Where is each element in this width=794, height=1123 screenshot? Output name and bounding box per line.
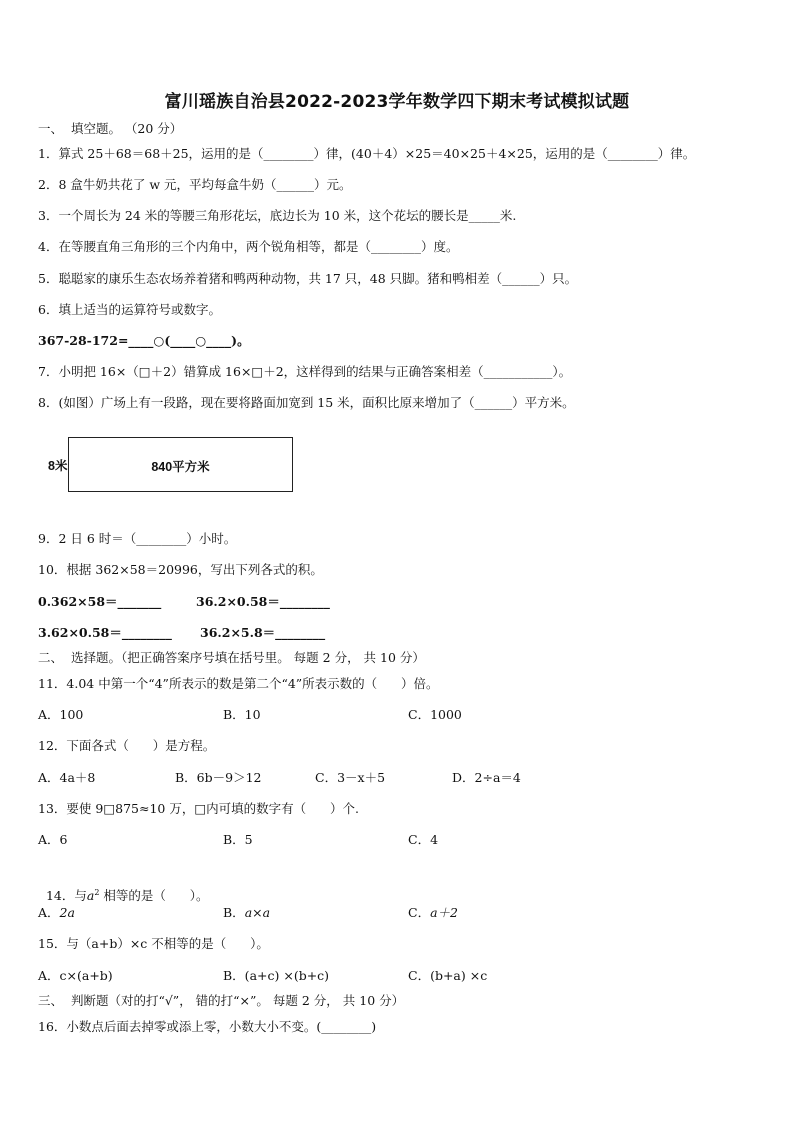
question-13-option-b: B．5: [223, 832, 253, 847]
question-11: 11．4.04 中第一个“4”所表示的数是第二个“4”所表示数的（ ）倍。: [38, 676, 439, 691]
question-10-c: 3.62×0.58＝________: [38, 625, 172, 640]
section-heading-true-false: 三、 判断题（对的打“√”， 错的打“×”。 每题 2 分， 共 10 分）: [38, 993, 405, 1008]
question-12: 12．下面各式（ ）是方程。: [38, 738, 216, 753]
question-15-option-b: B．(a+c) ×(b+c): [223, 968, 330, 983]
question-8: 8．(如图）广场上有一段路，现在要将路面加宽到 15 米，面积比原来增加了（______）平方米。: [38, 395, 575, 410]
question-12-option-a: A．4a＋8: [38, 770, 96, 785]
question-5: 5．聪聪家的康乐生态农场养着猪和鸭两种动物，共 17 只，48 只脚。猪和鸭相差（______）只。: [38, 271, 578, 286]
question-14-option-c-expr: a＋2: [430, 905, 458, 920]
question-10-d: 36.2×5.8＝________: [200, 625, 326, 640]
question-14-prefix: 14．与: [45, 888, 87, 904]
question-12-option-d: D．2÷a＝4: [452, 770, 521, 785]
question-14-option-b-expr: a×a: [244, 905, 271, 920]
question-14-option-a-label: A．: [38, 905, 60, 920]
question-14-option-b: [223, 905, 270, 921]
question-14-suffix: 相等的是（ ）。: [99, 888, 209, 904]
question-15: 15．与（a+b）×c 不相等的是（ ）。: [38, 936, 269, 951]
question-14-variable: a: [86, 888, 95, 904]
question-14-option-a-expr: 2a: [59, 905, 75, 920]
question-10-a: 0.362×58＝_______: [38, 594, 162, 609]
page-title: 富川瑶族自治县2022-2023学年数学四下期末考试模拟试题: [164, 92, 630, 112]
question-7: 7．小明把 16×（□＋2）错算成 16×□＋2，这样得到的结果与正确答案相差（___________）。: [38, 364, 572, 379]
question-14-option-b-label: B．: [223, 905, 245, 920]
figure-area-label: 840平方米: [151, 460, 210, 474]
question-12-option-c: C．3－x＋5: [315, 770, 386, 785]
section-heading-fill-in: 一、 填空题。 （20 分）: [38, 121, 183, 136]
question-6: 6．填上适当的运算符号或数字。: [38, 302, 221, 317]
question-16: 16．小数点后面去掉零或添上零，小数大小不变。(________): [38, 1019, 377, 1034]
question-13-option-c: C．4: [408, 832, 439, 847]
question-3: 3．一个周长为 24 米的等腰三角形花坛，底边长为 10 米，这个花坛的腰长是_____米.: [38, 208, 517, 223]
question-10: 10．根据 362×58＝20996，写出下列各式的积。: [38, 562, 323, 577]
question-2: 2．8 盒牛奶共花了 w 元，平均每盒牛奶（______）元。: [38, 177, 352, 192]
question-14-option-c: [408, 905, 458, 921]
section-heading-choice: 二、 选择题。（把正确答案序号填在括号里。 每题 2 分， 共 10 分）: [38, 650, 425, 665]
question-14-option-a: [38, 905, 75, 921]
question-14-exponent: 2: [94, 888, 100, 897]
question-1: 1．算式 25＋68＝68＋25，运用的是（________）律，(40＋4）×25＝40×25＋4×25，运用的是（________）律。: [38, 146, 696, 161]
question-6-expression: 367-28-172=____○(____○____)。: [38, 333, 250, 348]
question-12-option-b: B．6b－9＞12: [175, 770, 262, 785]
question-14-option-c-label: C．: [408, 905, 431, 920]
figure-side-label: 8米: [48, 459, 68, 473]
question-4: 4．在等腰直角三角形的三个内角中，两个锐角相等，都是（________）度。: [38, 239, 459, 254]
question-11-option-b: B．10: [223, 707, 261, 722]
question-15-option-c: C．(b+a) ×c: [408, 968, 488, 983]
question-15-option-a: A．c×(a+b): [38, 968, 113, 983]
question-10-b: 36.2×0.58＝________: [196, 594, 330, 609]
question-11-option-a: A．100: [38, 707, 84, 722]
question-14: [38, 869, 208, 904]
question-13: 13．要使 9□875≈10 万，□内可填的数字有（ ）个.: [38, 801, 359, 816]
road-rectangle-figure: [68, 437, 293, 492]
question-11-option-c: C．1000: [408, 707, 462, 722]
question-9: 9．2 日 6 时＝（________）小时。: [38, 531, 237, 546]
question-13-option-a: A．6: [38, 832, 68, 847]
